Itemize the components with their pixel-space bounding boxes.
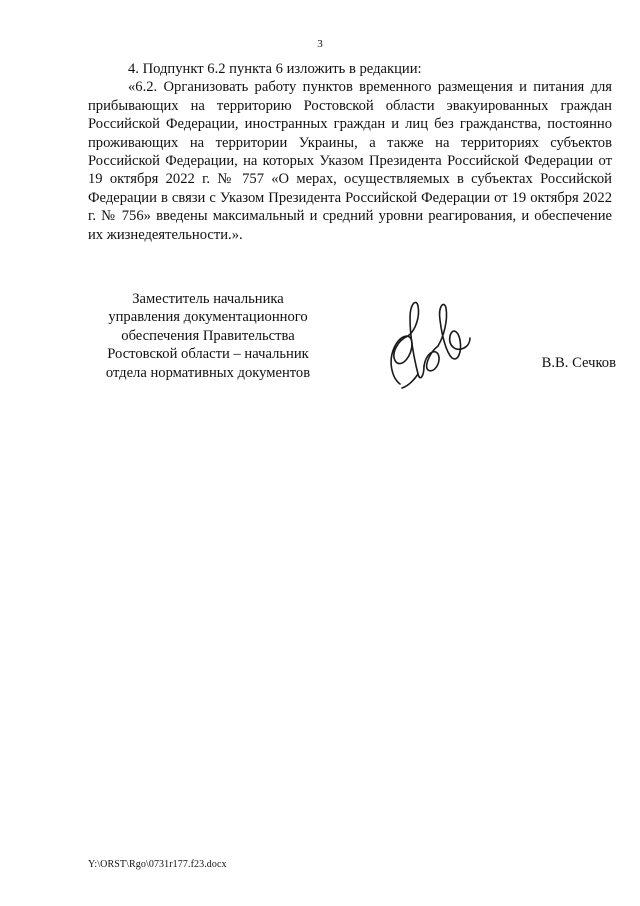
signer-title-line: управления документационного (108, 309, 308, 326)
file-path-footer: Y:\ORST\Rgo\0731r177.f23.docx (88, 859, 227, 870)
page-number: 3 (317, 38, 323, 50)
signer-title-line: обеспечения Правительства (121, 327, 295, 344)
handwritten-signature (378, 296, 474, 390)
amendment-text-paragraph: «6.2. Организовать работу пунктов временного размещения и питания для прибывающих на территорию Ростовской области эвакуированных граждан Российской Федерации, иностранных граждан и лиц без гражданства, постоянно проживающих на территории Украины, а также на территориях субъектов Российской Федерации, на которых Указом Президента Российской Федерации от 19 октября 2022 г. № 757 «О мерах, осуществляемых в субъектах Российской Федерации в связи с Указом Президента Российской Федерации от 19 октября 2022 г. № 756» введены максимальный и средний уровни реагирования, и обеспечение их жизнедеятельности.». (88, 79, 612, 243)
signer-title-line: отдела нормативных документов (105, 364, 311, 381)
signer-name: В.В. Сечков (541, 355, 616, 371)
signer-title (88, 290, 328, 382)
amendment-intro-paragraph: 4. Подпункт 6.2 пункта 6 изложить в редакции: (128, 61, 422, 77)
document-body (88, 60, 612, 244)
signer-title-line: Заместитель начальника (132, 291, 284, 307)
signer-title-line: Ростовской области – начальник (107, 346, 309, 363)
signature-block (88, 290, 616, 390)
